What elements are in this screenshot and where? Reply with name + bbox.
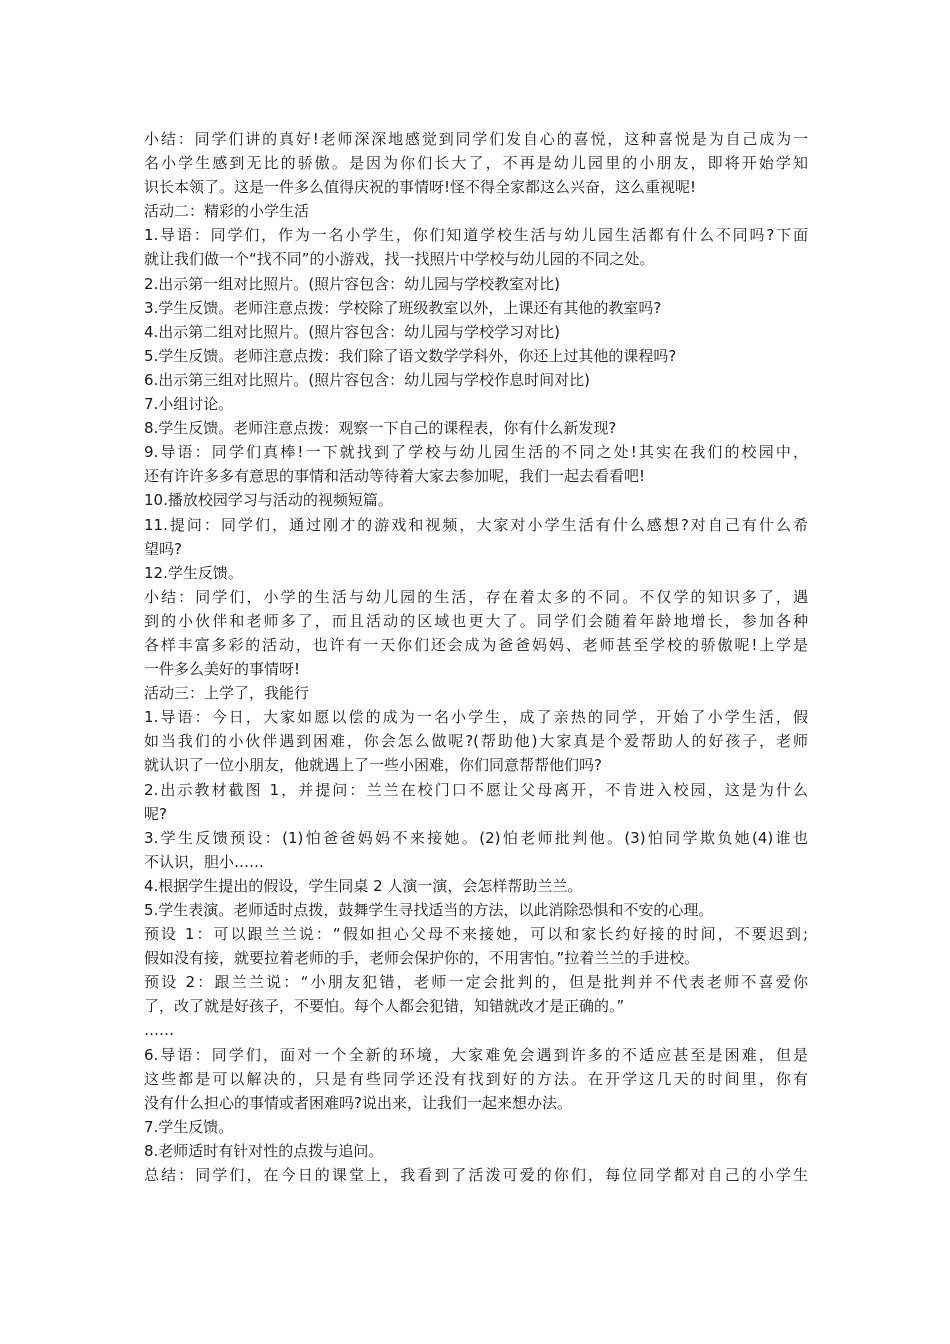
text-line: 不认识，胆小…… — [144, 852, 265, 871]
text-line: 8.学生反馈。老师注意点拨：观察一下自己的课程表，你有什么新发现? — [144, 419, 617, 438]
text-line: 1.导语：同学们，作为一名小学生，你们知道学校生活与幼儿园生活都有什么不同吗?下面 — [144, 226, 808, 245]
text-line: 假如没有接，就要拉着老师的手，老师会保护你的，不用害怕。”拉着兰兰的手进校。 — [144, 949, 700, 968]
text-line: 7.小组讨论。 — [144, 395, 234, 414]
text-line: 小结：同学们，小学的生活与幼儿园的生活，存在着太多的不同。不仅学的知识多了，遇 — [144, 587, 808, 606]
text-line: 没有什么担心的事情或者困难吗?说出来，让我们一起来想办法。 — [144, 1093, 572, 1112]
text-line: 5.学生表演。老师适时点拨，鼓舞学生寻找适当的方法，以此消除恐惧和不安的心理。 — [144, 901, 714, 919]
text-line: 到的小伙伴和老师多了，而且活动的区域也更大了。同学们会随着年龄地增长，参加各种 — [144, 611, 808, 630]
text-line: 还有许许多多有意思的事情和活动等待着大家去参加呢，我们一起去看看吧! — [144, 467, 646, 486]
text-line: …… — [144, 1021, 174, 1040]
text-line: 4.出示第二组对比照片。(照片容包含：幼儿园与学校学习对比) — [144, 322, 561, 341]
text-line: 望吗? — [144, 539, 182, 558]
text-line: 3.学生反馈预设：(1)怕爸爸妈妈不来接她。(2)怕老师批判他。(3)怕同学欺负她(4)谁也 — [144, 828, 808, 847]
text-line: 1.导语：今日，大家如愿以偿的成为一名小学生，成了亲热的同学，开始了小学生活，假 — [144, 708, 808, 727]
text-line: 2.出示教材截图 1，并提问：兰兰在校门口不愿让父母离开，不肯进入校园，这是为什么 — [144, 780, 808, 799]
text-line: 6.导语：同学们，面对一个全新的环境，大家难免会遇到许多的不适应甚至是困难，但是 — [144, 1045, 808, 1064]
document-body — [144, 127, 808, 1187]
text-line: 10.播放校园学习与活动的视频短篇。 — [144, 491, 393, 510]
text-line: 呢? — [144, 804, 167, 823]
text-line: 小结：同学们讲的真好!老师深深地感觉到同学们发自心的喜悦，这种喜悦是为自己成为一 — [144, 130, 808, 148]
text-line: 5.学生反馈。老师注意点拨：我们除了语文数学学科外，你还上过其他的课程吗? — [144, 346, 677, 365]
text-line: 就认识了一位小朋友，他就遇上了一些小困难，你们同意帮帮他们吗? — [144, 756, 602, 775]
text-line: 各样丰富多彩的活动，也许有一天你们还会成为爸爸妈妈、老师甚至学校的骄傲呢!上学是 — [144, 635, 808, 654]
text-line: 9.导语：同学们真棒!一下就找到了学校与幼儿园生活的不同之处!其实在我们的校园中， — [144, 443, 808, 462]
text-line: 名小学生感到无比的骄傲。是因为你们长大了，不再是幼儿园里的小朋友，即将开始学知 — [144, 154, 808, 173]
text-line: 活动二：精彩的小学生活 — [144, 202, 310, 221]
text-line: 6.出示第三组对比照片。(照片容包含：幼儿园与学校作息时间对比) — [144, 370, 591, 389]
text-line: 预设 1：可以跟兰兰说：“假如担心父母不来接她，可以和家长约好接的时间，不要迟到; — [144, 925, 808, 944]
text-line: 活动三：上学了，我能行 — [144, 684, 310, 703]
text-line: 2.出示第一组对比照片。(照片容包含：幼儿园与学校教室对比) — [144, 274, 561, 293]
text-line: 了，改了就是好孩子，不要怕。每个人都会犯错，知错就改才是正确的。” — [144, 997, 625, 1016]
text-line: 这些都是可以解决的，只是有些同学还没有找到好的方法。在开学这几天的时间里，你有 — [144, 1069, 808, 1088]
text-line: 如当我们的小伙伴遇到困难，你会怎么做呢?(帮助他)大家真是个爱帮助人的好孩子，老师 — [144, 732, 808, 751]
text-line: 11.提问：同学们，通过刚才的游戏和视频，大家对小学生活有什么感想?对自己有什么希 — [144, 515, 808, 534]
text-line: 7.学生反馈。 — [144, 1117, 234, 1136]
text-line: 总结：同学们，在今日的课堂上，我看到了活泼可爱的你们，每位同学都对自己的小学生 — [144, 1166, 808, 1185]
text-line: 识长本领了。这是一件多么值得庆祝的事情呀!怪不得全家都这么兴奋，这么重视呢! — [144, 178, 697, 197]
text-line: 12.学生反馈。 — [144, 563, 243, 582]
text-line: 预设 2：跟兰兰说：“小朋友犯错，老师一定会批判的，但是批判并不代表老师不喜爱你 — [144, 973, 808, 992]
text-line: 8.老师适时有针对性的点拨与追问。 — [144, 1141, 384, 1160]
text-line: 4.根据学生提出的假设，学生同桌 2 人演一演，会怎样帮助兰兰。 — [144, 876, 583, 895]
text-line: 3.学生反馈。老师注意点拨：学校除了班级教室以外，上课还有其他的教室吗? — [144, 298, 662, 317]
text-line: 就让我们做一个“找不同”的小游戏，找一找照片中学校与幼儿园的不同之处。 — [144, 250, 655, 269]
text-line: 一件多么美好的事情呀! — [144, 660, 301, 679]
